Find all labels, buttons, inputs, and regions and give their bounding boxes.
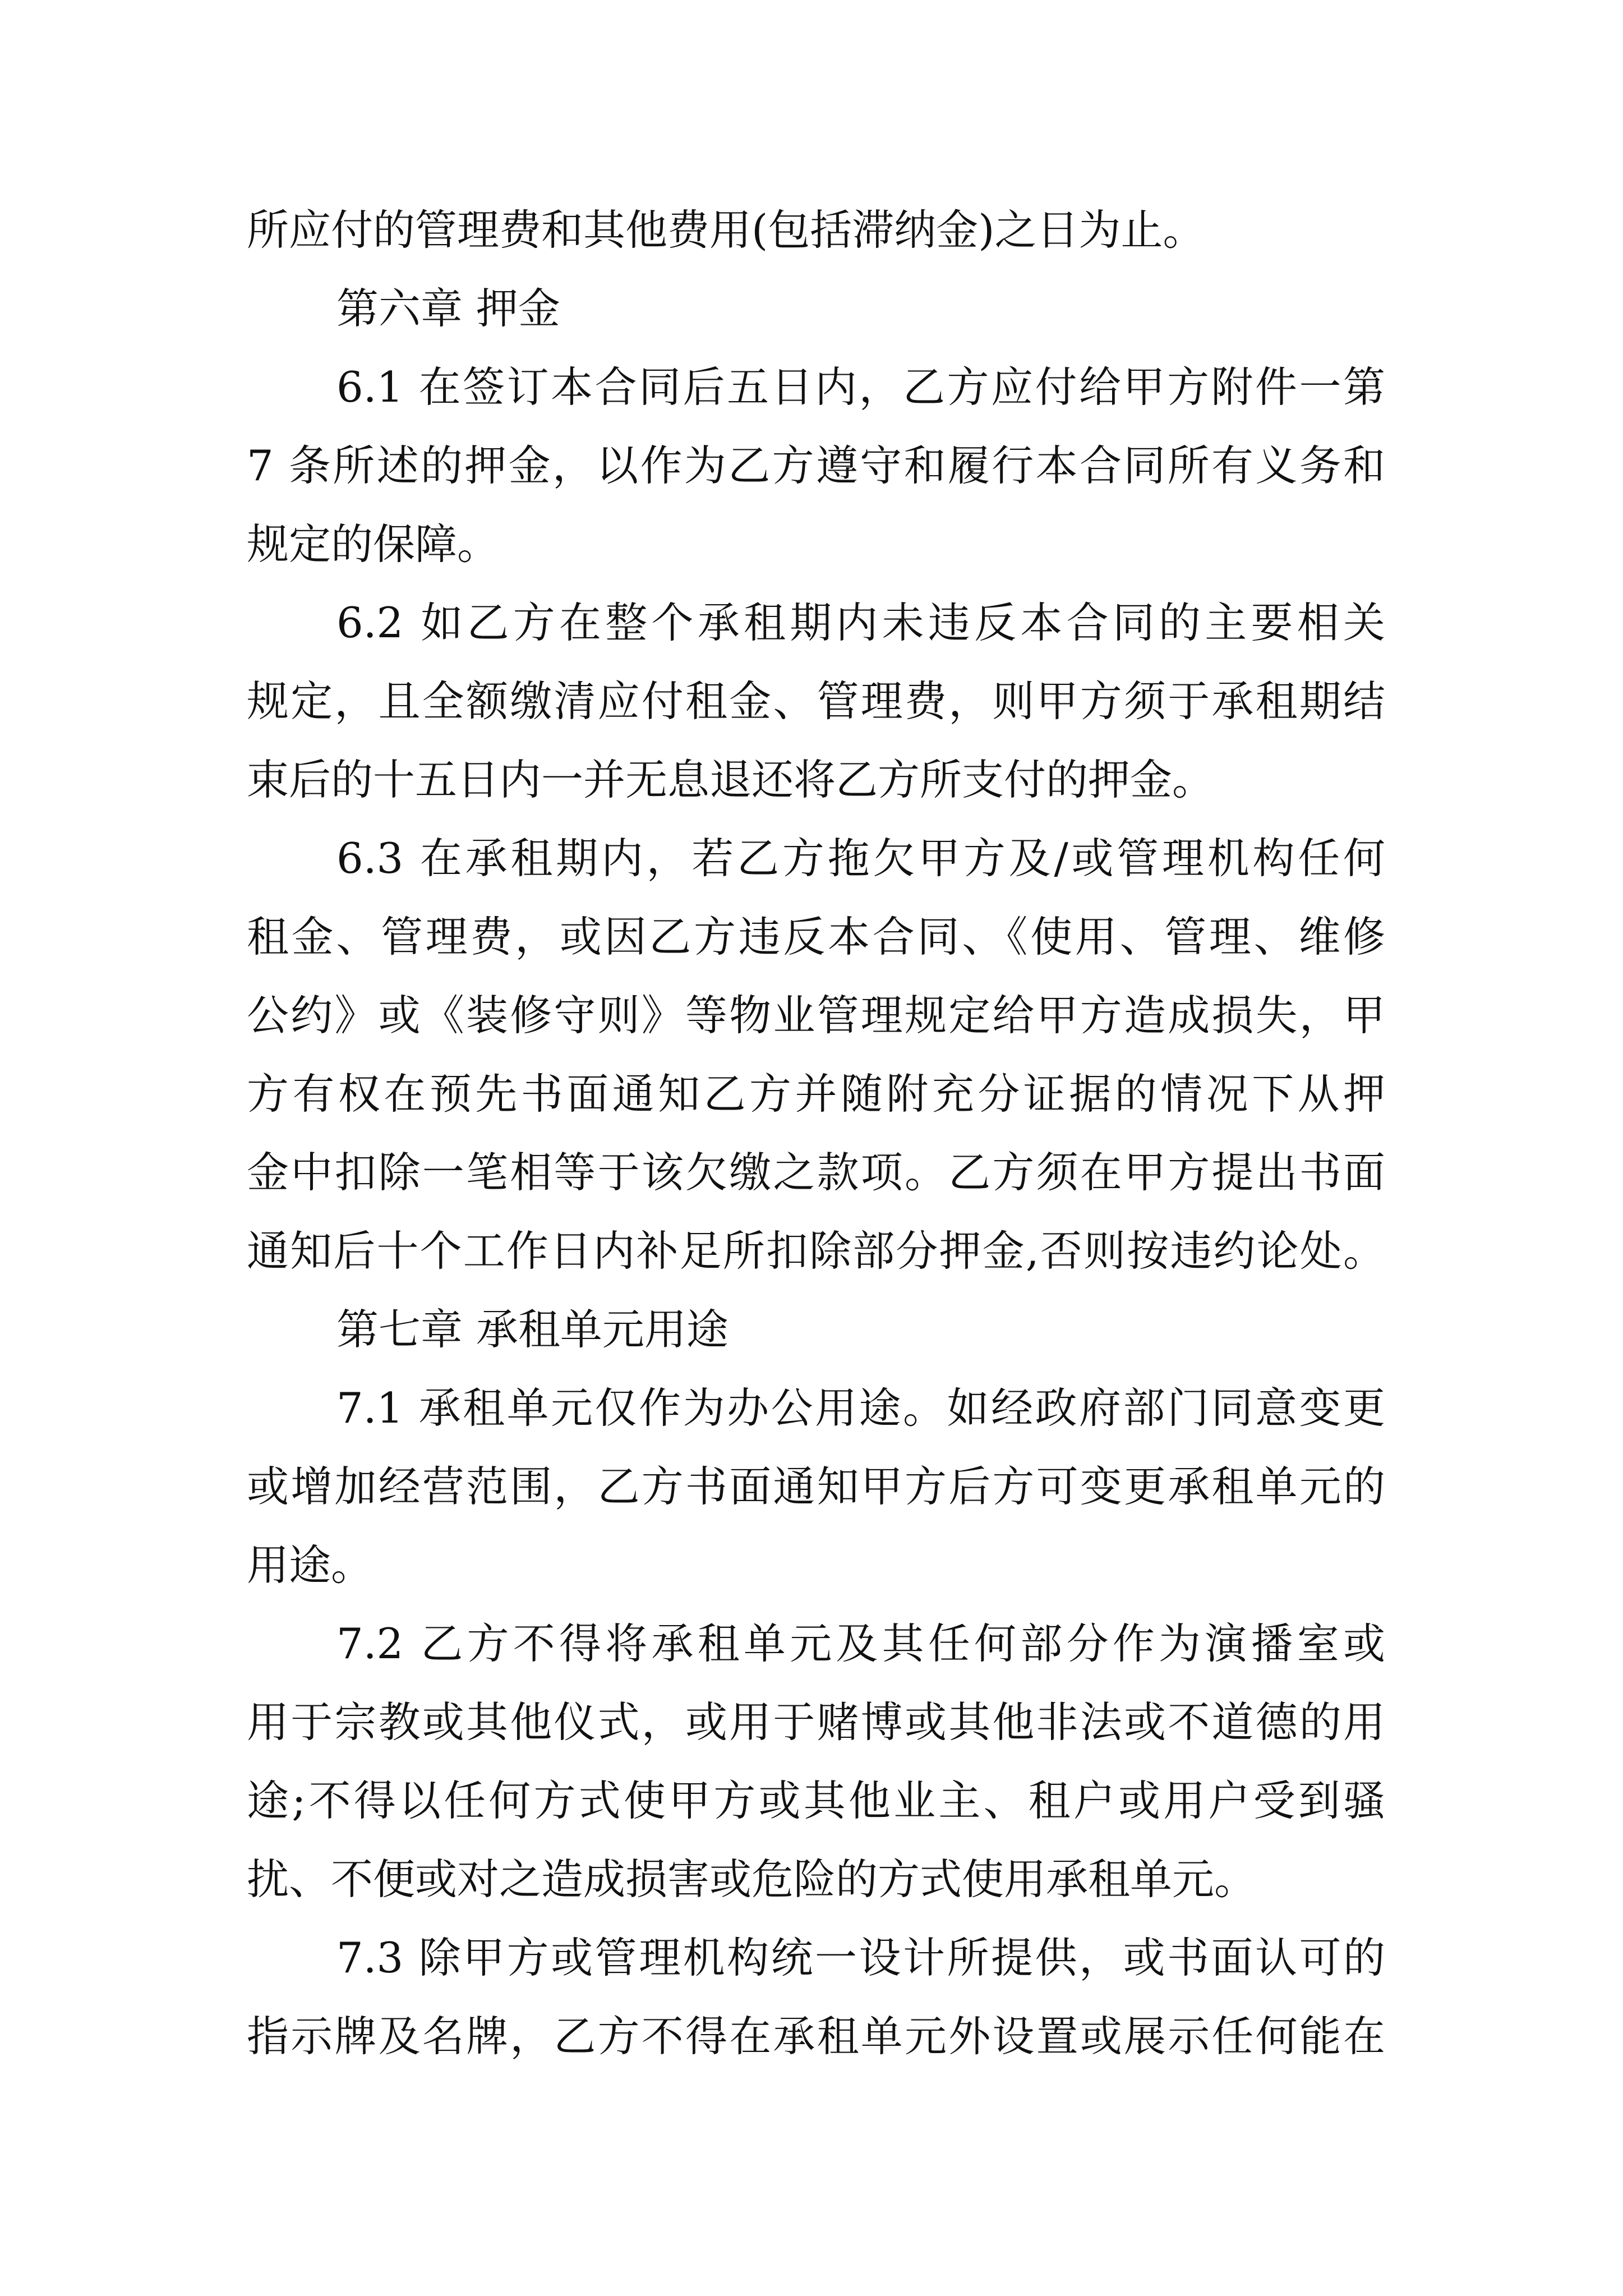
clause-7-2-line: 途;不得以任何方式使甲方或其他业主、租户或用户受到骚 [247, 1776, 1385, 1825]
clause-6-1-line: 7 条所述的押金，以作为乙方遵守和履行本合同所有义务和 [247, 441, 1385, 490]
clause-7-2-line: 用于宗教或其他仪式，或用于赌博或其他非法或不道德的用 [247, 1697, 1385, 1747]
clause-6-2-line: 规定，且全额缴清应付租金、管理费，则甲方须于承租期结 [247, 677, 1385, 726]
chapter-7-heading: 第七章 承租单元用途 [336, 1305, 728, 1354]
clause-7-3-line: 指示牌及名牌，乙方不得在承租单元外设置或展示任何能在 [247, 2012, 1385, 2061]
clause-6-2-line: 6.2 如乙方在整个承租期内未违反本合同的主要相关 [336, 598, 1385, 647]
clause-7-1-line: 或增加经营范围，乙方书面通知甲方后方可变更承租单元的 [247, 1462, 1385, 1511]
chapter-6-heading: 第六章 押金 [336, 284, 560, 333]
clause-6-1-line: 规定的保障。 [247, 519, 500, 569]
clause-7-2-line: 扰、不便或对之造成损害或危险的方式使用承租单元。 [247, 1855, 1257, 1904]
document-body [247, 202, 1385, 2064]
clause-6-1-line: 6.1 在签订本合同后五日内，乙方应付给甲方附件一第 [336, 362, 1385, 412]
clause-6-2-line: 束后的十五日内一并无息退还将乙方所支付的押金。 [247, 755, 1215, 804]
clause-6-3-line: 金中扣除一笔相等于该欠缴之款项。乙方须在甲方提出书面 [247, 1148, 1385, 1197]
clause-6-3-line: 通知后十个工作日内补足所扣除部分押金,否则按违约论处。 [247, 1226, 1385, 1276]
clause-7-1-line: 用途。 [247, 1540, 374, 1590]
clause-6-3-line: 6.3 在承租期内，若乙方拖欠甲方及/或管理机构任何 [336, 834, 1385, 883]
paragraph-continuation-line: 所应付的管理费和其他费用(包括滞纳金)之日为止。 [247, 205, 1205, 255]
clause-7-3-line: 7.3 除甲方或管理机构统一设计所提供，或书面认可的 [336, 1933, 1385, 1982]
clause-6-3-line: 租金、管理费，或因乙方违反本合同、《使用、管理、维修 [247, 912, 1385, 961]
clause-7-2-line: 7.2 乙方不得将承租单元及其任何部分作为演播室或 [336, 1619, 1385, 1668]
clause-6-3-line: 方有权在预先书面通知乙方并随附充分证据的情况下从押 [247, 1069, 1385, 1119]
clause-7-1-line: 7.1 承租单元仅作为办公用途。如经政府部门同意变更 [336, 1383, 1385, 1433]
clause-6-3-line: 公约》或《装修守则》等物业管理规定给甲方造成损失，甲 [247, 991, 1385, 1040]
